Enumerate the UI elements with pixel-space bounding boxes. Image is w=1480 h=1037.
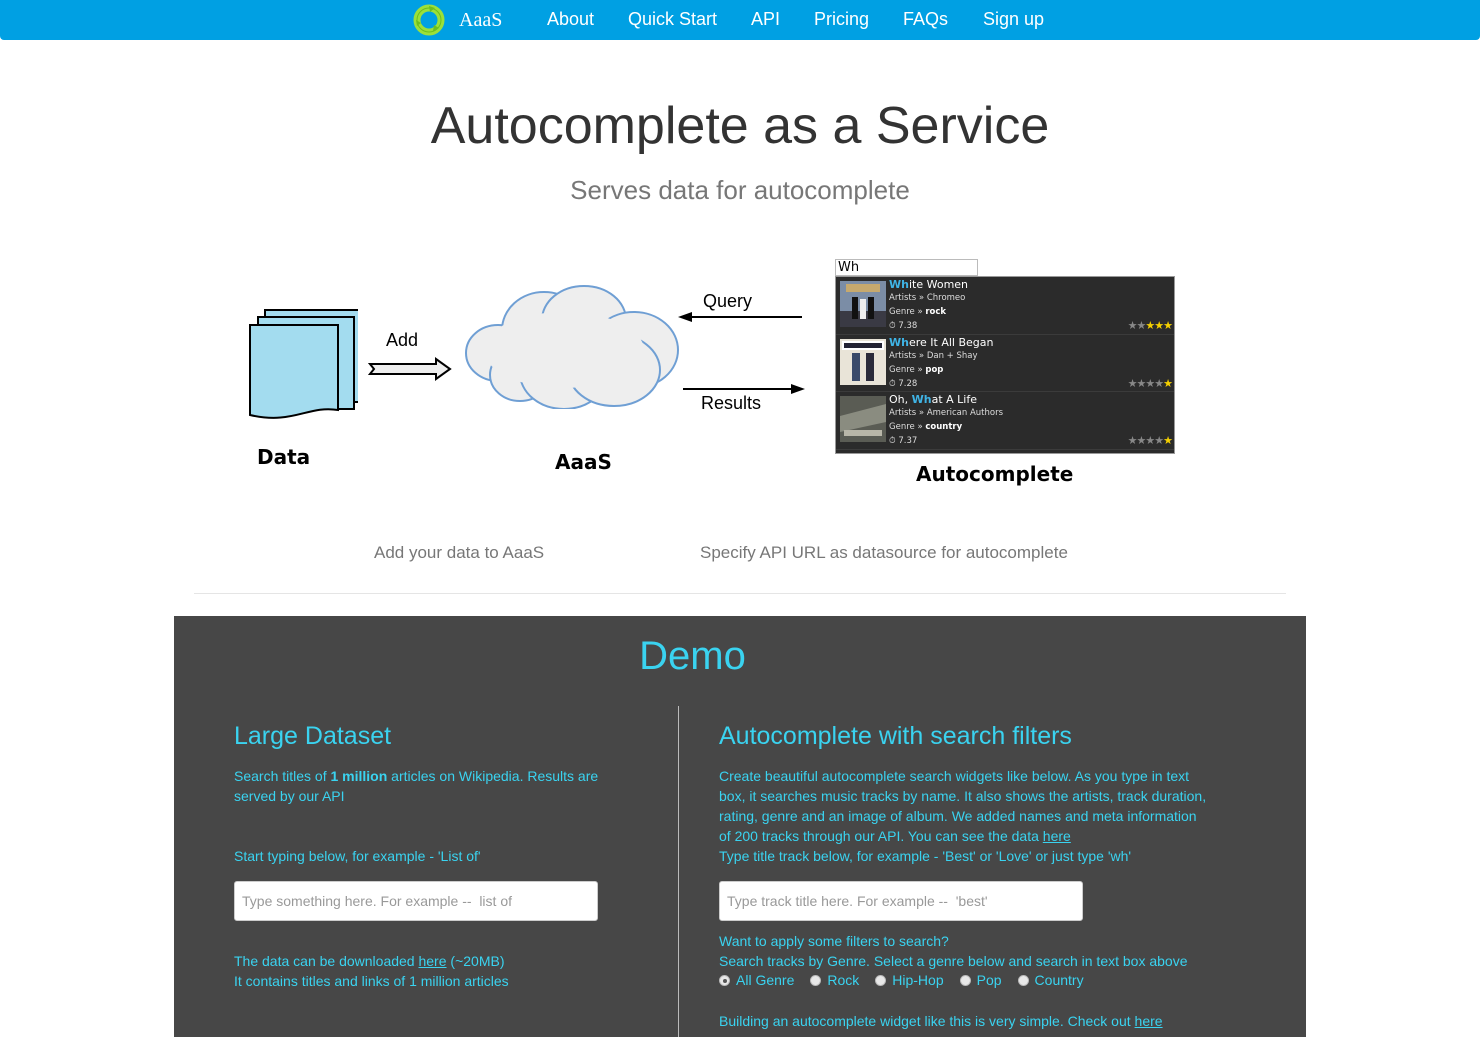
demo-title: Demo bbox=[639, 634, 746, 678]
filter-question: Want to apply some filters to search? bbox=[719, 933, 949, 949]
page-title: Autocomplete as a Service bbox=[430, 97, 1050, 155]
download-text: The data can be downloaded here (~20MB) bbox=[234, 953, 505, 969]
contains-text: It contains titles and links of 1 million articles bbox=[234, 973, 509, 989]
add-arrow-icon bbox=[368, 357, 452, 381]
step-2-text: Specify API URL as datasource for autocomplete bbox=[700, 543, 1068, 562]
query-label: Query bbox=[703, 291, 753, 311]
radio-rock[interactable]: Rock bbox=[810, 972, 859, 988]
demo-section bbox=[174, 616, 1306, 1037]
filters-desc: Create beautiful autocomplete search widgets like below. As you type in text box, it searches music tracks by name. It also shows the artists, track duration, rating, genre and an image of album. We added names and meta information of 200 tracks through our API. You can see the data here bbox=[719, 768, 1207, 844]
filters-title: Autocomplete with search filters bbox=[719, 722, 1072, 750]
large-dataset-desc: Search titles of 1 million articles on Wikipedia. Results are served by our API bbox=[234, 768, 599, 804]
album-cover-image bbox=[840, 281, 886, 327]
example-autocomplete-input: Wh bbox=[835, 259, 978, 276]
results-label: Results bbox=[701, 393, 762, 413]
radio-checked-icon[interactable] bbox=[719, 975, 730, 986]
album-cover-image bbox=[840, 339, 886, 385]
radio-all-genre[interactable]: All Genre bbox=[719, 972, 794, 988]
page-subtitle: Serves data for autocomplete bbox=[570, 175, 910, 205]
radio-hip-hop[interactable]: Hip-Hop bbox=[875, 972, 943, 988]
list-item: White Women Artists » Chromeo Genre » rock ⏱ 7.38 ★★★★★ bbox=[836, 277, 1174, 335]
list-item: Oh, What A Life Artists » American Authors Genre » country ⏱ 7.37 ★★★★★ bbox=[836, 392, 1174, 450]
navbar bbox=[0, 0, 1480, 40]
wikipedia-search-input[interactable] bbox=[234, 881, 598, 921]
data-label: Data bbox=[257, 445, 311, 469]
aaas-label: AaaS bbox=[555, 450, 612, 474]
step-1-text: Add your data to AaaS bbox=[374, 543, 545, 562]
radio-unchecked-icon[interactable] bbox=[1018, 975, 1029, 986]
query-arrow-icon bbox=[676, 310, 804, 324]
large-dataset-prompt: Start typing below, for example - 'List of' bbox=[234, 848, 481, 864]
nav-sign-up[interactable]: Sign up bbox=[983, 9, 1045, 29]
album-cover-image bbox=[840, 396, 886, 442]
documents-icon bbox=[248, 307, 358, 423]
column-divider bbox=[678, 706, 679, 1037]
stopwatch-icon: ⏱ bbox=[889, 436, 896, 446]
radio-pop[interactable]: Pop bbox=[960, 972, 1002, 988]
building-text: Building an autocomplete widget like this is very simple. Check out here bbox=[719, 1013, 1163, 1029]
cloud-icon bbox=[464, 285, 682, 409]
download-link[interactable]: here bbox=[418, 953, 447, 969]
brand[interactable] bbox=[413, 4, 502, 36]
example-autocomplete-list bbox=[835, 276, 1175, 454]
radio-country[interactable]: Country bbox=[1018, 972, 1084, 988]
divider bbox=[194, 593, 1286, 594]
autocomplete-label: Autocomplete bbox=[916, 462, 1074, 486]
brand-name: AaaS bbox=[459, 8, 503, 31]
nav-quick-start[interactable]: Quick Start bbox=[628, 9, 718, 29]
rating-stars: ★★★★★ bbox=[1127, 434, 1172, 447]
stopwatch-icon: ⏱ bbox=[889, 321, 896, 331]
data-link[interactable]: here bbox=[1042, 828, 1071, 844]
rating-stars: ★★★★★ bbox=[1127, 376, 1172, 390]
nav-api[interactable]: API bbox=[751, 9, 781, 29]
list-item: Where It All Began Artists » Dan + Shay Genre » pop ⏱ 7.28 ★★★★★ bbox=[836, 335, 1174, 393]
filter-desc: Search tracks by Genre. Select a genre below and search in text box above bbox=[719, 953, 1188, 969]
nav-pricing[interactable]: Pricing bbox=[814, 9, 870, 29]
add-label: Add bbox=[386, 330, 419, 350]
refresh-logo-icon bbox=[413, 4, 445, 36]
large-dataset-title: Large Dataset bbox=[234, 722, 392, 750]
stopwatch-icon: ⏱ bbox=[889, 378, 896, 389]
nav-faqs[interactable]: FAQs bbox=[903, 9, 949, 29]
radio-unchecked-icon[interactable] bbox=[810, 975, 821, 986]
track-search-input[interactable] bbox=[719, 881, 1083, 921]
filters-prompt: Type title track below, for example - 'Best' or 'Love' or just type 'wh' bbox=[719, 848, 1132, 864]
architecture-diagram bbox=[240, 255, 1200, 495]
radio-unchecked-icon[interactable] bbox=[960, 975, 971, 986]
rating-stars: ★★★★★ bbox=[1127, 319, 1172, 332]
guide-link[interactable]: here bbox=[1134, 1013, 1163, 1029]
genre-radio-group bbox=[719, 972, 1100, 988]
nav-about[interactable]: About bbox=[547, 9, 595, 29]
radio-unchecked-icon[interactable] bbox=[875, 975, 886, 986]
